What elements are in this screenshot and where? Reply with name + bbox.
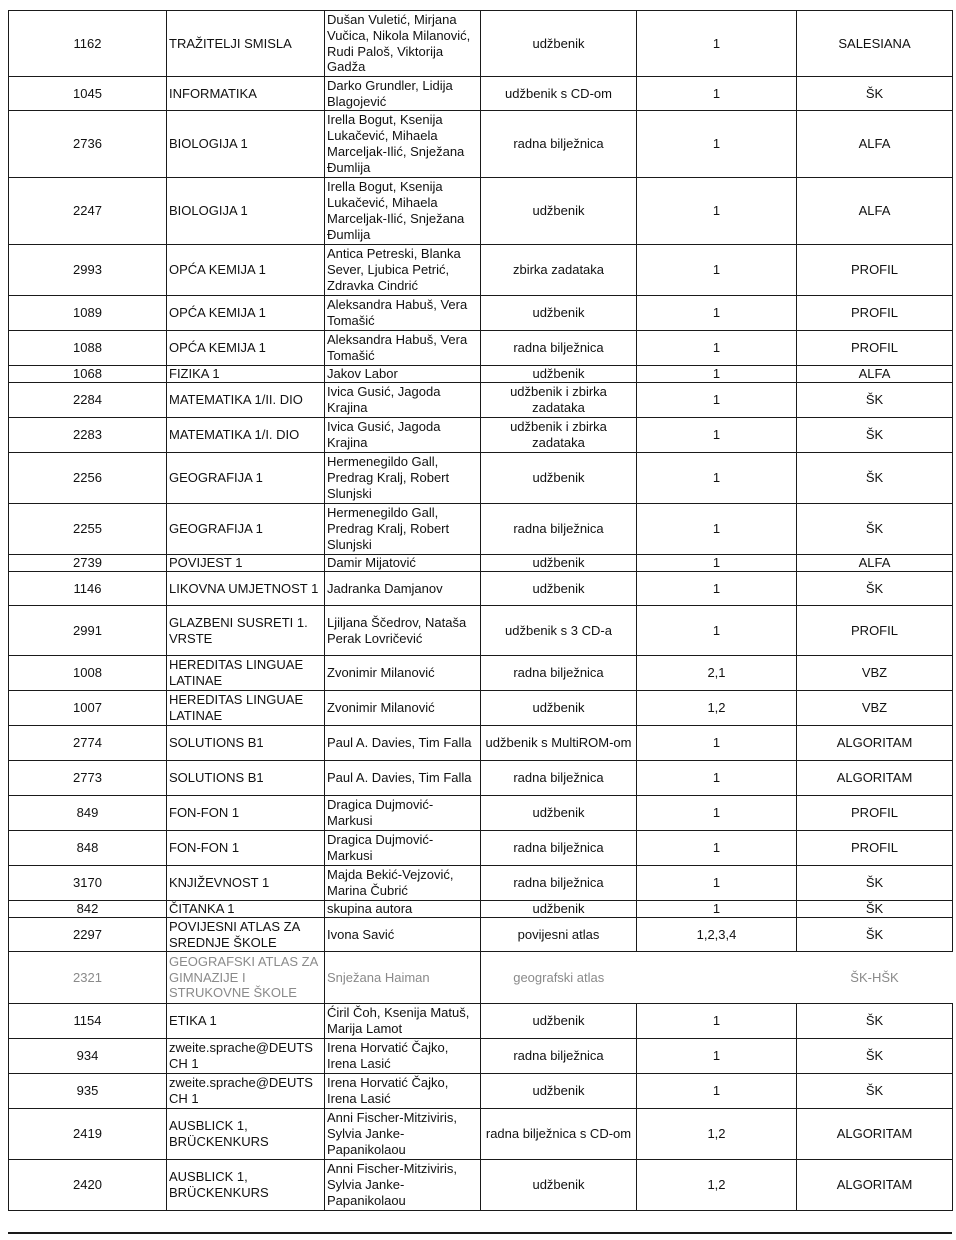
title-cell: OPĆA KEMIJA 1 — [167, 245, 325, 296]
authors-cell: Dragica Dujmović-Markusi — [325, 831, 481, 866]
code-cell: 2297 — [9, 918, 167, 952]
publisher-cell: PROFIL — [797, 331, 953, 366]
authors-cell: Irena Horvatić Čajko, Irena Lasić — [325, 1039, 481, 1074]
type-cell: udžbenik i zbirka zadataka — [481, 418, 637, 453]
grade-cell: 1 — [637, 77, 797, 111]
publisher-cell: ŠK — [797, 1074, 953, 1109]
code-cell: 935 — [9, 1074, 167, 1109]
type-cell: udžbenik — [481, 901, 637, 918]
publisher-cell: ALFA — [797, 366, 953, 383]
grade-cell: 1 — [637, 796, 797, 831]
grade-cell — [637, 952, 797, 1004]
table-row — [9, 796, 953, 831]
code-cell: 2419 — [9, 1109, 167, 1160]
table-body — [9, 11, 953, 1211]
authors-cell: skupina autora — [325, 901, 481, 918]
authors-cell: Damir Mijatović — [325, 555, 481, 572]
type-cell: radna bilježnica — [481, 111, 637, 178]
code-cell: 2284 — [9, 383, 167, 418]
publisher-cell: ALGORITAM — [797, 761, 953, 796]
title-cell: zweite.sprache@DEUTSCH 1 — [167, 1074, 325, 1109]
table-row — [9, 555, 953, 572]
textbook-table — [8, 10, 953, 1211]
authors-cell: Paul A. Davies, Tim Falla — [325, 726, 481, 761]
title-cell: GEOGRAFIJA 1 — [167, 504, 325, 555]
title-cell: HEREDITAS LINGUAE LATINAE — [167, 656, 325, 691]
code-cell: 3170 — [9, 866, 167, 901]
table-row — [9, 504, 953, 555]
code-cell: 2256 — [9, 453, 167, 504]
title-cell: HEREDITAS LINGUAE LATINAE — [167, 691, 325, 726]
table-row — [9, 901, 953, 918]
authors-cell: Snježana Haiman — [325, 952, 481, 1004]
title-cell: GEOGRAFIJA 1 — [167, 453, 325, 504]
title-cell: MATEMATIKA 1/I. DIO — [167, 418, 325, 453]
authors-cell: Irella Bogut, Ksenija Lukačević, Mihaela Marceljak-Ilić, Snježana Đumlija — [325, 111, 481, 178]
title-cell: GLAZBENI SUSRETI 1. VRSTE — [167, 606, 325, 656]
authors-cell: Darko Grundler, Lidija Blagojević — [325, 77, 481, 111]
code-cell: 1008 — [9, 656, 167, 691]
type-cell: udžbenik — [481, 1004, 637, 1039]
authors-cell: Antica Petreski, Blanka Sever, Ljubica Petrić, Zdravka Cindrić — [325, 245, 481, 296]
type-cell: udžbenik s CD-om — [481, 77, 637, 111]
publisher-cell: PROFIL — [797, 606, 953, 656]
title-cell: KNJIŽEVNOST 1 — [167, 866, 325, 901]
grade-cell: 1,2 — [637, 691, 797, 726]
code-cell: 1089 — [9, 296, 167, 331]
grade-cell: 1 — [637, 606, 797, 656]
publisher-cell: ALGORITAM — [797, 726, 953, 761]
publisher-cell: ŠK — [797, 1039, 953, 1074]
authors-cell: Hermenegildo Gall, Predrag Kralj, Robert Slunjski — [325, 453, 481, 504]
grade-cell: 1 — [637, 245, 797, 296]
type-cell: udžbenik — [481, 453, 637, 504]
code-cell: 848 — [9, 831, 167, 866]
authors-cell: Ivona Savić — [325, 918, 481, 952]
code-cell: 2739 — [9, 555, 167, 572]
code-cell: 1007 — [9, 691, 167, 726]
authors-cell: Aleksandra Habuš, Vera Tomašić — [325, 331, 481, 366]
table-row — [9, 383, 953, 418]
title-cell: BIOLOGIJA 1 — [167, 178, 325, 245]
table-row — [9, 866, 953, 901]
table-row — [9, 331, 953, 366]
type-cell: udžbenik — [481, 1074, 637, 1109]
title-cell: AUSBLICK 1, BRÜCKENKURS — [167, 1160, 325, 1211]
code-cell: 2321 — [9, 952, 167, 1004]
code-cell: 1088 — [9, 331, 167, 366]
table-row — [9, 1109, 953, 1160]
publisher-cell: ŠK — [797, 1004, 953, 1039]
table-row — [9, 453, 953, 504]
grade-cell: 2,1 — [637, 656, 797, 691]
publisher-cell: ALFA — [797, 111, 953, 178]
authors-cell: Ivica Gusić, Jagoda Krajina — [325, 383, 481, 418]
type-cell: udžbenik — [481, 796, 637, 831]
grade-cell: 1 — [637, 866, 797, 901]
grade-cell: 1 — [637, 383, 797, 418]
table-row — [9, 831, 953, 866]
grade-cell: 1,2 — [637, 1160, 797, 1211]
publisher-cell: ŠK — [797, 918, 953, 952]
publisher-cell: ALFA — [797, 555, 953, 572]
type-cell: radna bilježnica — [481, 331, 637, 366]
table-bottom-border — [8, 1232, 952, 1234]
grade-cell: 1 — [637, 831, 797, 866]
type-cell: radna bilježnica — [481, 1039, 637, 1074]
code-cell: 2247 — [9, 178, 167, 245]
type-cell: udžbenik — [481, 572, 637, 606]
type-cell: udžbenik i zbirka zadataka — [481, 383, 637, 418]
grade-cell: 1 — [637, 1039, 797, 1074]
title-cell: TRAŽITELJI SMISLA — [167, 11, 325, 77]
publisher-cell: ALFA — [797, 178, 953, 245]
authors-cell: Irella Bogut, Ksenija Lukačević, Mihaela Marceljak-Ilić, Snježana Đumlija — [325, 178, 481, 245]
type-cell: radna bilježnica — [481, 866, 637, 901]
authors-cell: Aleksandra Habuš, Vera Tomašić — [325, 296, 481, 331]
code-cell: 2255 — [9, 504, 167, 555]
code-cell: 2991 — [9, 606, 167, 656]
title-cell: BIOLOGIJA 1 — [167, 111, 325, 178]
authors-cell: Ivica Gusić, Jagoda Krajina — [325, 418, 481, 453]
publisher-cell: ŠK — [797, 901, 953, 918]
authors-cell: Jadranka Damjanov — [325, 572, 481, 606]
grade-cell: 1 — [637, 331, 797, 366]
table-row — [9, 656, 953, 691]
table-row — [9, 691, 953, 726]
code-cell: 842 — [9, 901, 167, 918]
table-row — [9, 178, 953, 245]
type-cell: udžbenik — [481, 691, 637, 726]
authors-cell: Zvonimir Milanović — [325, 656, 481, 691]
grade-cell: 1 — [637, 178, 797, 245]
grade-cell: 1 — [637, 296, 797, 331]
type-cell: zbirka zadataka — [481, 245, 637, 296]
title-cell: FON-FON 1 — [167, 831, 325, 866]
publisher-cell: ALGORITAM — [797, 1160, 953, 1211]
authors-cell: Paul A. Davies, Tim Falla — [325, 761, 481, 796]
code-cell: 2420 — [9, 1160, 167, 1211]
grade-cell: 1 — [637, 761, 797, 796]
type-cell: radna bilježnica s CD-om — [481, 1109, 637, 1160]
publisher-cell: ŠK — [797, 418, 953, 453]
authors-cell: Dušan Vuletić, Mirjana Vučica, Nikola Milanović, Rudi Paloš, Viktorija Gadža — [325, 11, 481, 77]
table-row — [9, 296, 953, 331]
grade-cell: 1 — [637, 418, 797, 453]
type-cell: radna bilježnica — [481, 504, 637, 555]
table-row — [9, 11, 953, 77]
title-cell: SOLUTIONS B1 — [167, 726, 325, 761]
grade-cell: 1 — [637, 555, 797, 572]
table-row — [9, 245, 953, 296]
grade-cell: 1 — [637, 726, 797, 761]
grade-cell: 1 — [637, 572, 797, 606]
grade-cell: 1 — [637, 901, 797, 918]
title-cell: OPĆA KEMIJA 1 — [167, 296, 325, 331]
code-cell: 1146 — [9, 572, 167, 606]
table-row — [9, 1074, 953, 1109]
type-cell: udžbenik s 3 CD-a — [481, 606, 637, 656]
authors-cell: Majda Bekić-Vejzović, Marina Čubrić — [325, 866, 481, 901]
table-row — [9, 1160, 953, 1211]
table-row — [9, 366, 953, 383]
title-cell: FON-FON 1 — [167, 796, 325, 831]
type-cell: radna bilježnica — [481, 656, 637, 691]
type-cell: udžbenik — [481, 296, 637, 331]
code-cell: 849 — [9, 796, 167, 831]
code-cell: 2283 — [9, 418, 167, 453]
code-cell: 1162 — [9, 11, 167, 77]
table-row — [9, 761, 953, 796]
type-cell: povijesni atlas — [481, 918, 637, 952]
grade-cell: 1 — [637, 111, 797, 178]
grade-cell: 1 — [637, 11, 797, 77]
publisher-cell: ŠK — [797, 383, 953, 418]
publisher-cell: ŠK — [797, 453, 953, 504]
title-cell: OPĆA KEMIJA 1 — [167, 331, 325, 366]
type-cell: geografski atlas — [481, 952, 637, 1004]
publisher-cell: ALGORITAM — [797, 1109, 953, 1160]
publisher-cell: VBZ — [797, 656, 953, 691]
title-cell: AUSBLICK 1, BRÜCKENKURS — [167, 1109, 325, 1160]
publisher-cell: PROFIL — [797, 245, 953, 296]
title-cell: zweite.sprache@DEUTSCH 1 — [167, 1039, 325, 1074]
publisher-cell: PROFIL — [797, 296, 953, 331]
publisher-cell: PROFIL — [797, 796, 953, 831]
code-cell: 934 — [9, 1039, 167, 1074]
publisher-cell: ŠK-HŠK — [850, 969, 899, 985]
title-cell: SOLUTIONS B1 — [167, 761, 325, 796]
publisher-cell: ŠK — [797, 866, 953, 901]
type-cell: radna bilježnica — [481, 831, 637, 866]
title-cell: ČITANKA 1 — [167, 901, 325, 918]
grade-cell: 1 — [637, 504, 797, 555]
grade-cell: 1,2,3,4 — [637, 918, 797, 952]
publisher-cell: PROFIL — [797, 831, 953, 866]
title-cell: GEOGRAFSKI ATLAS ZA GIMNAZIJE I STRUKOVNE ŠKOLE — [167, 952, 325, 1004]
code-cell: 2774 — [9, 726, 167, 761]
title-cell: POVIJESNI ATLAS ZA SREDNJE ŠKOLE — [167, 918, 325, 952]
grade-cell: 1 — [637, 366, 797, 383]
title-cell: FIZIKA 1 — [167, 366, 325, 383]
grade-cell: 1,2 — [637, 1109, 797, 1160]
code-cell: 1045 — [9, 77, 167, 111]
type-cell: radna bilježnica — [481, 761, 637, 796]
authors-cell: Anni Fischer-Mitziviris, Sylvia Janke-Papanikolaou — [325, 1160, 481, 1211]
publisher-cell: SALESIANA — [797, 11, 953, 77]
title-cell: LIKOVNA UMJETNOST 1 — [167, 572, 325, 606]
table-row — [9, 606, 953, 656]
authors-cell: Irena Horvatić Čajko, Irena Lasić — [325, 1074, 481, 1109]
table-row — [9, 1004, 953, 1039]
type-cell: udžbenik — [481, 11, 637, 77]
type-cell: udžbenik s MultiROM-om — [481, 726, 637, 761]
authors-cell: Anni Fischer-Mitziviris, Sylvia Janke-Papanikolaou — [325, 1109, 481, 1160]
code-cell: 1154 — [9, 1004, 167, 1039]
type-cell: udžbenik — [481, 1160, 637, 1211]
grade-cell: 1 — [637, 1074, 797, 1109]
table-row — [9, 111, 953, 178]
title-cell: INFORMATIKA — [167, 77, 325, 111]
authors-cell: Ćiril Čoh, Ksenija Matuš, Marija Lamot — [325, 1004, 481, 1039]
authors-cell: Hermenegildo Gall, Predrag Kralj, Robert Slunjski — [325, 504, 481, 555]
title-cell: MATEMATIKA 1/II. DIO — [167, 383, 325, 418]
table-row — [9, 1039, 953, 1074]
publisher-cell: ŠK — [797, 77, 953, 111]
grade-cell: 1 — [637, 1004, 797, 1039]
table-row — [9, 918, 953, 952]
authors-cell: Dragica Dujmović-Markusi — [325, 796, 481, 831]
authors-cell: Zvonimir Milanović — [325, 691, 481, 726]
code-cell: 2773 — [9, 761, 167, 796]
table-row — [9, 952, 953, 1004]
table-row — [9, 572, 953, 606]
publisher-cell: VBZ — [797, 691, 953, 726]
code-cell: 1068 — [9, 366, 167, 383]
code-cell: 2736 — [9, 111, 167, 178]
code-cell: 2993 — [9, 245, 167, 296]
table-row — [9, 726, 953, 761]
grade-cell: 1 — [637, 453, 797, 504]
table-row — [9, 418, 953, 453]
publisher-cell: ŠK — [797, 572, 953, 606]
table-row — [9, 77, 953, 111]
type-cell: udžbenik — [481, 555, 637, 572]
publisher-cell: ŠK — [797, 504, 953, 555]
type-cell: udžbenik — [481, 366, 637, 383]
type-cell: udžbenik — [481, 178, 637, 245]
authors-cell: Ljiljana Ščedrov, Nataša Perak Lovričević — [325, 606, 481, 656]
title-cell: ETIKA 1 — [167, 1004, 325, 1039]
authors-cell: Jakov Labor — [325, 366, 481, 383]
title-cell: POVIJEST 1 — [167, 555, 325, 572]
